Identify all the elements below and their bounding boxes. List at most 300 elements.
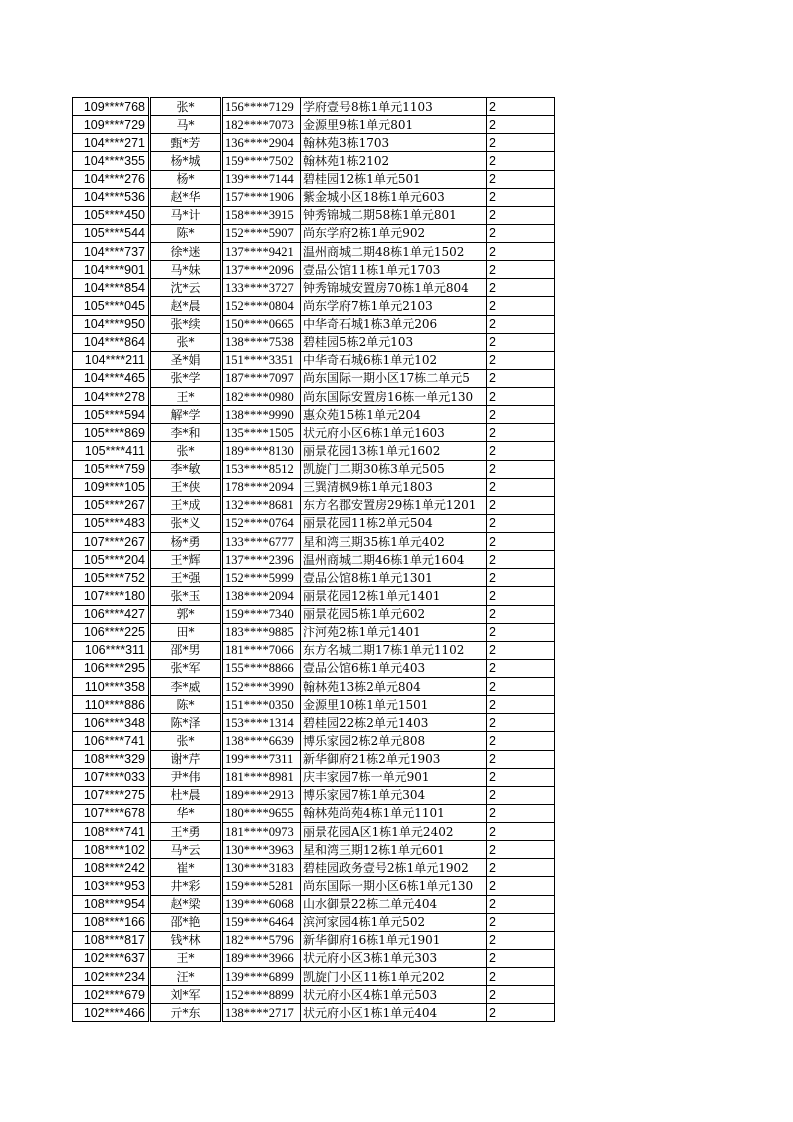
id-cell: 104****864 [73, 333, 150, 351]
table-row [73, 369, 555, 387]
id-cell: 104****211 [73, 351, 150, 369]
count-cell: 2 [487, 714, 555, 732]
count-cell: 2 [487, 696, 555, 714]
table-row [73, 551, 555, 569]
phone-cell: 151****0350 [222, 696, 301, 714]
address-cell: 温州商城二期46栋1单元1604 [301, 551, 487, 569]
address-cell: 钟秀锦城二期58栋1单元801 [301, 206, 487, 224]
count-cell: 2 [487, 533, 555, 551]
count-cell: 2 [487, 623, 555, 641]
phone-cell: 152****0804 [222, 297, 301, 315]
table-row [73, 243, 555, 261]
name-cell: 张* [150, 442, 222, 460]
address-cell: 东方名城二期17栋1单元1102 [301, 641, 487, 659]
address-cell: 状元府小区6栋1单元1603 [301, 424, 487, 442]
id-cell: 104****950 [73, 315, 150, 333]
count-cell: 2 [487, 659, 555, 677]
address-cell: 尚东学府2栋1单元902 [301, 224, 487, 242]
phone-cell: 159****5281 [222, 877, 301, 895]
address-cell: 滨河家园4栋1单元502 [301, 913, 487, 931]
table-row [73, 786, 555, 804]
count-cell: 2 [487, 279, 555, 297]
address-cell: 三巽清枫9栋1单元1803 [301, 478, 487, 496]
count-cell: 2 [487, 188, 555, 206]
phone-cell: 151****3351 [222, 351, 301, 369]
count-cell: 2 [487, 859, 555, 877]
name-cell: 王*辉 [150, 551, 222, 569]
phone-cell: 158****3915 [222, 206, 301, 224]
table-row [73, 134, 555, 152]
id-cell: 109****768 [73, 98, 150, 116]
address-cell: 庆丰家园7栋一单元901 [301, 768, 487, 786]
id-cell: 106****225 [73, 623, 150, 641]
table-row [73, 569, 555, 587]
phone-cell: 152****0764 [222, 514, 301, 532]
address-cell: 钟秀锦城安置房70栋1单元804 [301, 279, 487, 297]
id-cell: 105****759 [73, 460, 150, 478]
table-row [73, 895, 555, 913]
id-cell: 104****278 [73, 388, 150, 406]
phone-cell: 182****0980 [222, 388, 301, 406]
id-cell: 104****271 [73, 134, 150, 152]
id-cell: 105****045 [73, 297, 150, 315]
count-cell: 2 [487, 351, 555, 369]
id-cell: 107****267 [73, 533, 150, 551]
address-cell: 中华奇石城1栋3单元206 [301, 315, 487, 333]
phone-cell: 152****5999 [222, 569, 301, 587]
phone-cell: 189****8130 [222, 442, 301, 460]
name-cell: 陈* [150, 224, 222, 242]
address-cell: 壹品公馆11栋1单元1703 [301, 261, 487, 279]
count-cell: 2 [487, 823, 555, 841]
count-cell: 2 [487, 478, 555, 496]
address-cell: 新华御府16栋1单元1901 [301, 931, 487, 949]
count-cell: 2 [487, 895, 555, 913]
count-cell: 2 [487, 931, 555, 949]
id-cell: 106****348 [73, 714, 150, 732]
count-cell: 2 [487, 913, 555, 931]
table-row [73, 714, 555, 732]
count-cell: 2 [487, 369, 555, 387]
id-cell: 110****358 [73, 678, 150, 696]
name-cell: 张*义 [150, 514, 222, 532]
id-cell: 104****536 [73, 188, 150, 206]
id-cell: 103****953 [73, 877, 150, 895]
id-cell: 108****329 [73, 750, 150, 768]
count-cell: 2 [487, 261, 555, 279]
id-cell: 106****741 [73, 732, 150, 750]
address-cell: 状元府小区1栋1单元404 [301, 1004, 487, 1022]
phone-cell: 135****1505 [222, 424, 301, 442]
count-cell: 2 [487, 605, 555, 623]
count-cell: 2 [487, 968, 555, 986]
address-cell: 紫金城小区18栋1单元603 [301, 188, 487, 206]
name-cell: 杜*晨 [150, 786, 222, 804]
phone-cell: 139****6068 [222, 895, 301, 913]
id-cell: 102****637 [73, 949, 150, 967]
id-cell: 104****465 [73, 369, 150, 387]
table-row [73, 605, 555, 623]
id-cell: 107****678 [73, 804, 150, 822]
table-row [73, 750, 555, 768]
table-row [73, 931, 555, 949]
id-cell: 105****483 [73, 514, 150, 532]
table-row [73, 1004, 555, 1022]
phone-cell: 159****6464 [222, 913, 301, 931]
name-cell: 井*彩 [150, 877, 222, 895]
address-cell: 壹品公馆6栋1单元403 [301, 659, 487, 677]
phone-cell: 153****8512 [222, 460, 301, 478]
phone-cell: 139****6899 [222, 968, 301, 986]
count-cell: 2 [487, 986, 555, 1004]
id-cell: 104****737 [73, 243, 150, 261]
address-cell: 翰林苑尚苑4栋1单元1101 [301, 804, 487, 822]
table-row [73, 460, 555, 478]
address-cell: 凯旋门二期30栋3单元505 [301, 460, 487, 478]
address-cell: 壹品公馆8栋1单元1301 [301, 569, 487, 587]
id-cell: 108****954 [73, 895, 150, 913]
name-cell: 谢*芹 [150, 750, 222, 768]
id-cell: 102****466 [73, 1004, 150, 1022]
name-cell: 杨*城 [150, 152, 222, 170]
phone-cell: 138****7538 [222, 333, 301, 351]
address-cell: 学府壹号8栋1单元1103 [301, 98, 487, 116]
address-cell: 惠众苑15栋1单元204 [301, 406, 487, 424]
record-table-body [73, 98, 555, 1022]
table-row [73, 442, 555, 460]
id-cell: 105****544 [73, 224, 150, 242]
phone-cell: 181****7066 [222, 641, 301, 659]
phone-cell: 159****7502 [222, 152, 301, 170]
name-cell: 田* [150, 623, 222, 641]
name-cell: 张* [150, 98, 222, 116]
id-cell: 108****102 [73, 841, 150, 859]
id-cell: 104****854 [73, 279, 150, 297]
id-cell: 104****355 [73, 152, 150, 170]
table-row [73, 152, 555, 170]
name-cell: 王*强 [150, 569, 222, 587]
name-cell: 张*军 [150, 659, 222, 677]
table-row [73, 351, 555, 369]
address-cell: 状元府小区3栋1单元303 [301, 949, 487, 967]
count-cell: 2 [487, 569, 555, 587]
phone-cell: 159****7340 [222, 605, 301, 623]
id-cell: 106****427 [73, 605, 150, 623]
id-cell: 102****234 [73, 968, 150, 986]
phone-cell: 138****9990 [222, 406, 301, 424]
count-cell: 2 [487, 496, 555, 514]
name-cell: 王* [150, 949, 222, 967]
count-cell: 2 [487, 152, 555, 170]
count-cell: 2 [487, 388, 555, 406]
phone-cell: 187****7097 [222, 369, 301, 387]
address-cell: 碧桂园22栋2单元1403 [301, 714, 487, 732]
id-cell: 107****033 [73, 768, 150, 786]
name-cell: 李*和 [150, 424, 222, 442]
name-cell: 张* [150, 333, 222, 351]
name-cell: 刘*军 [150, 986, 222, 1004]
name-cell: 王*侠 [150, 478, 222, 496]
address-cell: 碧桂园5栋2单元103 [301, 333, 487, 351]
name-cell: 汪* [150, 968, 222, 986]
table-row [73, 478, 555, 496]
table-row [73, 678, 555, 696]
table-row [73, 859, 555, 877]
table-row [73, 496, 555, 514]
address-cell: 丽景花园11栋2单元504 [301, 514, 487, 532]
name-cell: 张*玉 [150, 587, 222, 605]
phone-cell: 153****1314 [222, 714, 301, 732]
id-cell: 102****679 [73, 986, 150, 1004]
count-cell: 2 [487, 98, 555, 116]
address-cell: 尚东国际一期小区17栋二单元5 [301, 369, 487, 387]
count-cell: 2 [487, 514, 555, 532]
address-cell: 尚东国际安置房16栋一单元130 [301, 388, 487, 406]
count-cell: 2 [487, 224, 555, 242]
phone-cell: 182****7073 [222, 116, 301, 134]
table-row [73, 315, 555, 333]
name-cell: 邵*艳 [150, 913, 222, 931]
count-cell: 2 [487, 551, 555, 569]
count-cell: 2 [487, 424, 555, 442]
table-row [73, 841, 555, 859]
table-row [73, 279, 555, 297]
table-row [73, 949, 555, 967]
phone-cell: 156****7129 [222, 98, 301, 116]
table-row [73, 623, 555, 641]
name-cell: 杨* [150, 170, 222, 188]
count-cell: 2 [487, 297, 555, 315]
table-row [73, 333, 555, 351]
address-cell: 新华御府21栋2单元1903 [301, 750, 487, 768]
table-row [73, 406, 555, 424]
table-row [73, 170, 555, 188]
table-row [73, 188, 555, 206]
address-cell: 星和湾三期12栋1单元601 [301, 841, 487, 859]
address-cell: 碧桂园政务壹号2栋1单元1902 [301, 859, 487, 877]
phone-cell: 137****2096 [222, 261, 301, 279]
address-cell: 东方名郡安置房29栋1单元1201 [301, 496, 487, 514]
address-cell: 翰林苑13栋2单元804 [301, 678, 487, 696]
id-cell: 105****204 [73, 551, 150, 569]
id-cell: 109****729 [73, 116, 150, 134]
name-cell: 郭* [150, 605, 222, 623]
id-cell: 105****450 [73, 206, 150, 224]
phone-cell: 189****3966 [222, 949, 301, 967]
count-cell: 2 [487, 206, 555, 224]
name-cell: 王*成 [150, 496, 222, 514]
id-cell: 108****741 [73, 823, 150, 841]
count-cell: 2 [487, 641, 555, 659]
id-cell: 105****752 [73, 569, 150, 587]
count-cell: 2 [487, 732, 555, 750]
table-row [73, 804, 555, 822]
count-cell: 2 [487, 315, 555, 333]
name-cell: 张*续 [150, 315, 222, 333]
address-cell: 博乐家园7栋1单元304 [301, 786, 487, 804]
phone-cell: 182****5796 [222, 931, 301, 949]
name-cell: 华* [150, 804, 222, 822]
name-cell: 王* [150, 388, 222, 406]
name-cell: 杨*勇 [150, 533, 222, 551]
count-cell: 2 [487, 116, 555, 134]
phone-cell: 138****2717 [222, 1004, 301, 1022]
address-cell: 金源里10栋1单元1501 [301, 696, 487, 714]
id-cell: 104****276 [73, 170, 150, 188]
table-row [73, 514, 555, 532]
address-cell: 凯旋门小区11栋1单元202 [301, 968, 487, 986]
name-cell: 马*妹 [150, 261, 222, 279]
phone-cell: 133****3727 [222, 279, 301, 297]
phone-cell: 130****3183 [222, 859, 301, 877]
count-cell: 2 [487, 587, 555, 605]
id-cell: 107****180 [73, 587, 150, 605]
address-cell: 尚东国际一期小区6栋1单元130 [301, 877, 487, 895]
name-cell: 马* [150, 116, 222, 134]
phone-cell: 137****2396 [222, 551, 301, 569]
name-cell: 赵*晨 [150, 297, 222, 315]
name-cell: 张*学 [150, 369, 222, 387]
table-row [73, 659, 555, 677]
phone-cell: 130****3963 [222, 841, 301, 859]
name-cell: 赵*梁 [150, 895, 222, 913]
id-cell: 107****275 [73, 786, 150, 804]
table-row [73, 913, 555, 931]
id-cell: 108****242 [73, 859, 150, 877]
count-cell: 2 [487, 804, 555, 822]
id-cell: 106****311 [73, 641, 150, 659]
phone-cell: 183****9885 [222, 623, 301, 641]
table-row [73, 388, 555, 406]
address-cell: 星和湾三期35栋1单元402 [301, 533, 487, 551]
table-row [73, 297, 555, 315]
table-row [73, 224, 555, 242]
name-cell: 李*敏 [150, 460, 222, 478]
name-cell: 亓*东 [150, 1004, 222, 1022]
id-cell: 105****267 [73, 496, 150, 514]
count-cell: 2 [487, 750, 555, 768]
id-cell: 105****869 [73, 424, 150, 442]
name-cell: 甄*芳 [150, 134, 222, 152]
name-cell: 马*云 [150, 841, 222, 859]
table-row [73, 116, 555, 134]
count-cell: 2 [487, 170, 555, 188]
name-cell: 圣*娟 [150, 351, 222, 369]
table-row [73, 587, 555, 605]
phone-cell: 133****6777 [222, 533, 301, 551]
phone-cell: 132****8681 [222, 496, 301, 514]
table-row [73, 98, 555, 116]
phone-cell: 189****2913 [222, 786, 301, 804]
phone-cell: 152****3990 [222, 678, 301, 696]
address-cell: 翰林苑1栋2102 [301, 152, 487, 170]
table-row [73, 424, 555, 442]
table-row [73, 732, 555, 750]
phone-cell: 139****7144 [222, 170, 301, 188]
record-table [72, 97, 555, 1022]
id-cell: 105****594 [73, 406, 150, 424]
name-cell: 解*学 [150, 406, 222, 424]
count-cell: 2 [487, 406, 555, 424]
count-cell: 2 [487, 678, 555, 696]
phone-cell: 181****8981 [222, 768, 301, 786]
table-row [73, 641, 555, 659]
address-cell: 碧桂园12栋1单元501 [301, 170, 487, 188]
table-row [73, 877, 555, 895]
phone-cell: 152****5907 [222, 224, 301, 242]
count-cell: 2 [487, 243, 555, 261]
table-row [73, 823, 555, 841]
name-cell: 李*威 [150, 678, 222, 696]
name-cell: 陈* [150, 696, 222, 714]
table-row [73, 206, 555, 224]
count-cell: 2 [487, 134, 555, 152]
count-cell: 2 [487, 460, 555, 478]
table-row [73, 696, 555, 714]
address-cell: 博乐家园2栋2单元808 [301, 732, 487, 750]
count-cell: 2 [487, 841, 555, 859]
name-cell: 沈*云 [150, 279, 222, 297]
phone-cell: 181****0973 [222, 823, 301, 841]
name-cell: 钱*林 [150, 931, 222, 949]
phone-cell: 137****9421 [222, 243, 301, 261]
address-cell: 汴河苑2栋1单元1401 [301, 623, 487, 641]
address-cell: 丽景花园12栋1单元1401 [301, 587, 487, 605]
address-cell: 温州商城二期48栋1单元1502 [301, 243, 487, 261]
name-cell: 赵*华 [150, 188, 222, 206]
count-cell: 2 [487, 768, 555, 786]
id-cell: 108****166 [73, 913, 150, 931]
phone-cell: 155****8866 [222, 659, 301, 677]
address-cell: 丽景花园A区1栋1单元2402 [301, 823, 487, 841]
name-cell: 王*勇 [150, 823, 222, 841]
id-cell: 105****411 [73, 442, 150, 460]
phone-cell: 180****9655 [222, 804, 301, 822]
id-cell: 108****817 [73, 931, 150, 949]
phone-cell: 199****7311 [222, 750, 301, 768]
phone-cell: 152****8899 [222, 986, 301, 1004]
address-cell: 状元府小区4栋1单元503 [301, 986, 487, 1004]
phone-cell: 178****2094 [222, 478, 301, 496]
name-cell: 马*计 [150, 206, 222, 224]
name-cell: 尹*伟 [150, 768, 222, 786]
name-cell: 邵*男 [150, 641, 222, 659]
count-cell: 2 [487, 442, 555, 460]
phone-cell: 157****1906 [222, 188, 301, 206]
address-cell: 翰林苑3栋1703 [301, 134, 487, 152]
id-cell: 109****105 [73, 478, 150, 496]
table-row [73, 261, 555, 279]
id-cell: 106****295 [73, 659, 150, 677]
phone-cell: 138****2094 [222, 587, 301, 605]
table-row [73, 768, 555, 786]
phone-cell: 150****0665 [222, 315, 301, 333]
name-cell: 张* [150, 732, 222, 750]
phone-cell: 136****2904 [222, 134, 301, 152]
count-cell: 2 [487, 333, 555, 351]
count-cell: 2 [487, 786, 555, 804]
address-cell: 山水御景22栋二单元404 [301, 895, 487, 913]
id-cell: 110****886 [73, 696, 150, 714]
count-cell: 2 [487, 877, 555, 895]
address-cell: 丽景花园13栋1单元1602 [301, 442, 487, 460]
name-cell: 徐*迷 [150, 243, 222, 261]
table-row [73, 533, 555, 551]
address-cell: 金源里9栋1单元801 [301, 116, 487, 134]
name-cell: 陈*泽 [150, 714, 222, 732]
phone-cell: 138****6639 [222, 732, 301, 750]
address-cell: 丽景花园5栋1单元602 [301, 605, 487, 623]
